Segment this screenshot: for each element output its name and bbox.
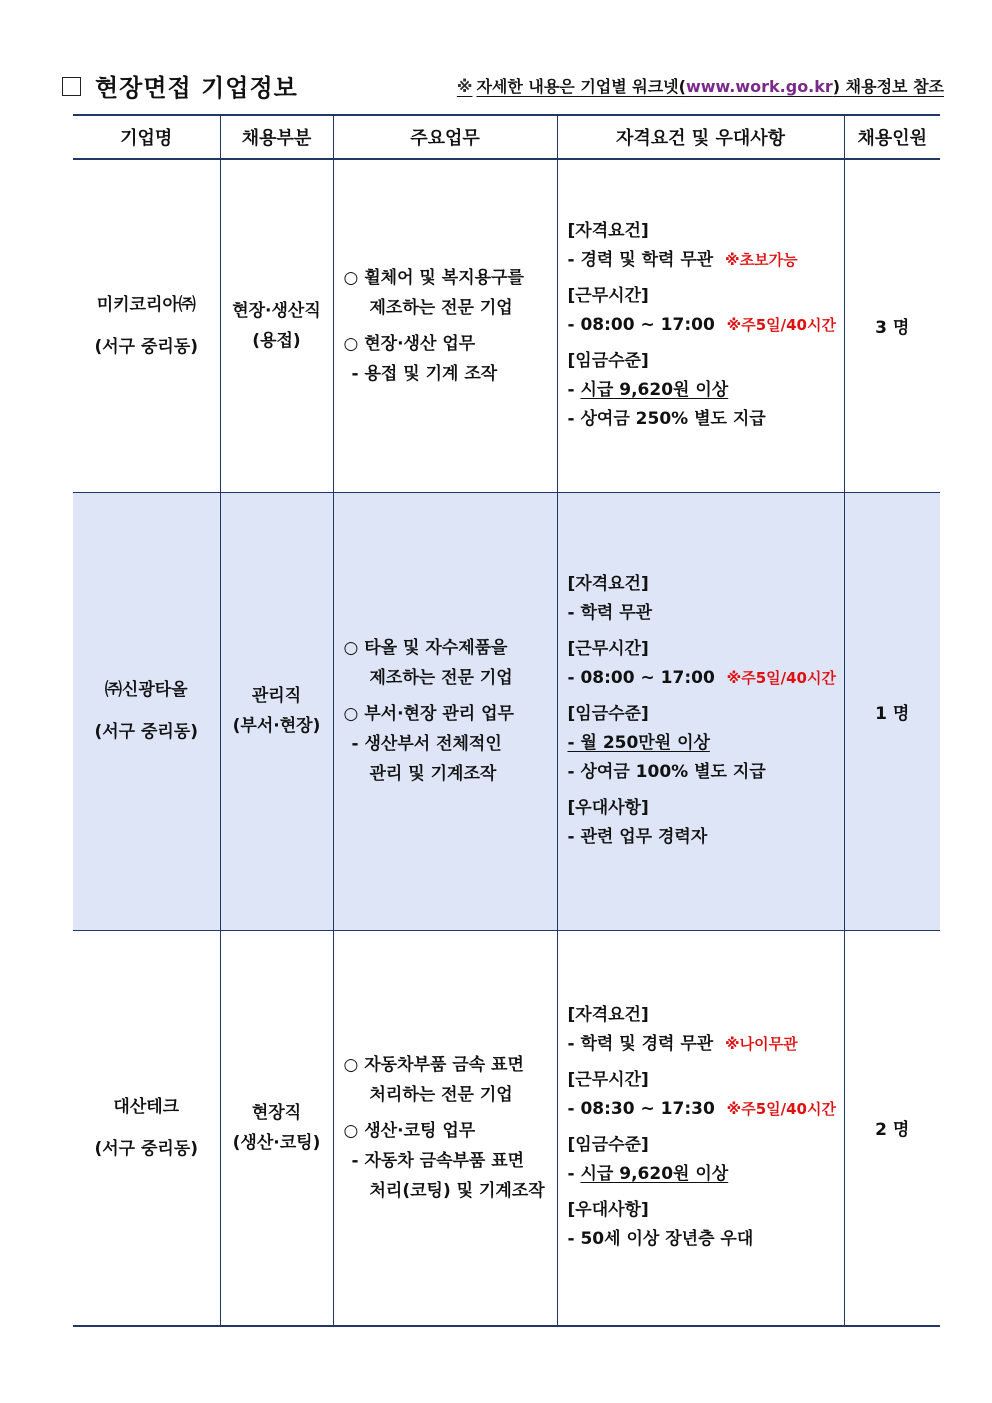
req-section-title: [자격요건] [567, 221, 649, 242]
duty-line: 처리하는 전문 기업 [369, 1084, 513, 1105]
hours-note: ※주5일/40시간 [726, 316, 836, 335]
requirements-cell [557, 159, 844, 492]
pref-section-title: [우대사항] [567, 1200, 649, 1221]
reference-mark: ※ [456, 77, 473, 96]
hours-line: - 08:30 ~ 17:30 [567, 1099, 715, 1120]
req-section-title: [자격요건] [567, 574, 649, 594]
duties-cell [333, 492, 557, 930]
position-cell [220, 159, 333, 492]
req-line: - 학력 및 경력 무관 [567, 1034, 714, 1055]
table-header-row [73, 115, 940, 159]
company-name: 미키코리아㈜ [96, 294, 196, 315]
page-title: 현장면접 기업정보 [62, 68, 298, 103]
reference-suffix: ) 채용정보 참조 [832, 77, 944, 96]
duty-sub-line: - 생산부서 전체적인 [351, 734, 502, 754]
wage-dash: - [567, 1164, 575, 1185]
pref-line: - 관련 업무 경력자 [567, 827, 708, 847]
company-info-table [73, 114, 940, 1327]
wage-line-2: - 상여금 250% 별도 지급 [567, 409, 766, 430]
count-cell: 2 명 [844, 930, 940, 1326]
duty-line: ○ 자동차부품 금속 표면 [343, 1054, 524, 1075]
req-line: - 학력 무관 [567, 603, 653, 623]
worknet-link[interactable]: www.work.go.kr [685, 77, 833, 96]
hours-section-title: [근무시간] [567, 1070, 649, 1091]
table-row [73, 492, 940, 930]
checkbox-square-icon [62, 77, 81, 96]
page-header [62, 66, 944, 106]
req-line: - 경력 및 학력 무관 [567, 250, 714, 271]
duty-sub-line: 처리(코팅) 및 기계조작 [369, 1180, 545, 1201]
position-detail: (생산·코팅) [232, 1132, 321, 1153]
duty-line: ○ 타올 및 자수제품을 [343, 638, 508, 658]
req-note: ※나이무관 [725, 1035, 798, 1054]
wage-section-title: [임금수준] [567, 351, 649, 372]
hours-note: ※주5일/40시간 [726, 1100, 836, 1119]
hours-section-title: [근무시간] [567, 286, 649, 307]
company-cell [73, 492, 220, 930]
hours-section-title: [근무시간] [567, 639, 649, 659]
company-cell [73, 930, 220, 1326]
duties-cell [333, 159, 557, 492]
hours-note: ※주5일/40시간 [726, 669, 836, 687]
duty-line: 제조하는 전문 기업 [369, 668, 513, 688]
header-company: 기업명 [73, 115, 220, 159]
company-location: (서구 중리동) [94, 722, 199, 742]
position-cell [220, 492, 333, 930]
position-detail: (용접) [252, 330, 301, 351]
wage-line: 시급 9,620원 이상 [580, 1164, 729, 1185]
position-name: 현장직 [251, 1102, 302, 1123]
hours-line: - 08:00 ~ 17:00 [567, 315, 715, 336]
company-cell [73, 159, 220, 492]
count-cell: 3 명 [844, 159, 940, 492]
table-row [73, 159, 940, 492]
duty-line: ○ 부서·현장 관리 업무 [343, 704, 514, 724]
duty-line: 제조하는 전문 기업 [369, 297, 513, 318]
wage-line: 시급 9,620원 이상 [580, 380, 729, 401]
company-name: 대산테크 [113, 1096, 180, 1117]
position-detail: (부서·현장) [232, 716, 321, 736]
header-requirements: 자격요건 및 우대사항 [557, 115, 844, 159]
header-position: 채용부분 [220, 115, 333, 159]
pref-line: - 50세 이상 장년층 우대 [567, 1229, 754, 1250]
company-name: ㈜신광타올 [104, 680, 188, 700]
position-name: 현장·생산직 [232, 300, 321, 321]
duty-sub-line: 관리 및 기계조작 [369, 764, 497, 784]
table-row [73, 930, 940, 1326]
requirements-cell [557, 930, 844, 1326]
count-cell: 1 명 [844, 492, 940, 930]
wage-line: - 월 250만원 이상 [567, 733, 710, 753]
header-count: 채용인원 [844, 115, 940, 159]
wage-dash: - [567, 380, 575, 401]
duties-cell [333, 930, 557, 1326]
company-location: (서구 중리동) [94, 1138, 199, 1159]
wage-line-2: - 상여금 100% 별도 지급 [567, 762, 766, 782]
header-duties: 주요업무 [333, 115, 557, 159]
req-note: ※초보가능 [725, 251, 798, 270]
hours-line: - 08:00 ~ 17:00 [567, 668, 715, 688]
wage-section-title: [임금수준] [567, 1135, 649, 1156]
position-cell [220, 930, 333, 1326]
wage-section-title: [임금수준] [567, 704, 649, 724]
requirements-cell [557, 492, 844, 930]
reference-note [457, 74, 944, 97]
duty-line: ○ 휠체어 및 복지용구를 [343, 267, 524, 288]
duty-line: ○ 생산·코팅 업무 [343, 1120, 476, 1141]
duty-sub-line: - 용접 및 기계 조작 [351, 363, 498, 384]
req-section-title: [자격요건] [567, 1005, 649, 1026]
duty-line: ○ 현장·생산 업무 [343, 333, 476, 354]
company-location: (서구 중리동) [94, 336, 199, 357]
reference-prefix: 자세한 내용은 기업별 워크넷( [476, 77, 686, 96]
pref-section-title: [우대사항] [567, 798, 649, 818]
position-name: 관리직 [251, 686, 302, 706]
duty-sub-line: - 자동차 금속부품 표면 [351, 1150, 525, 1171]
